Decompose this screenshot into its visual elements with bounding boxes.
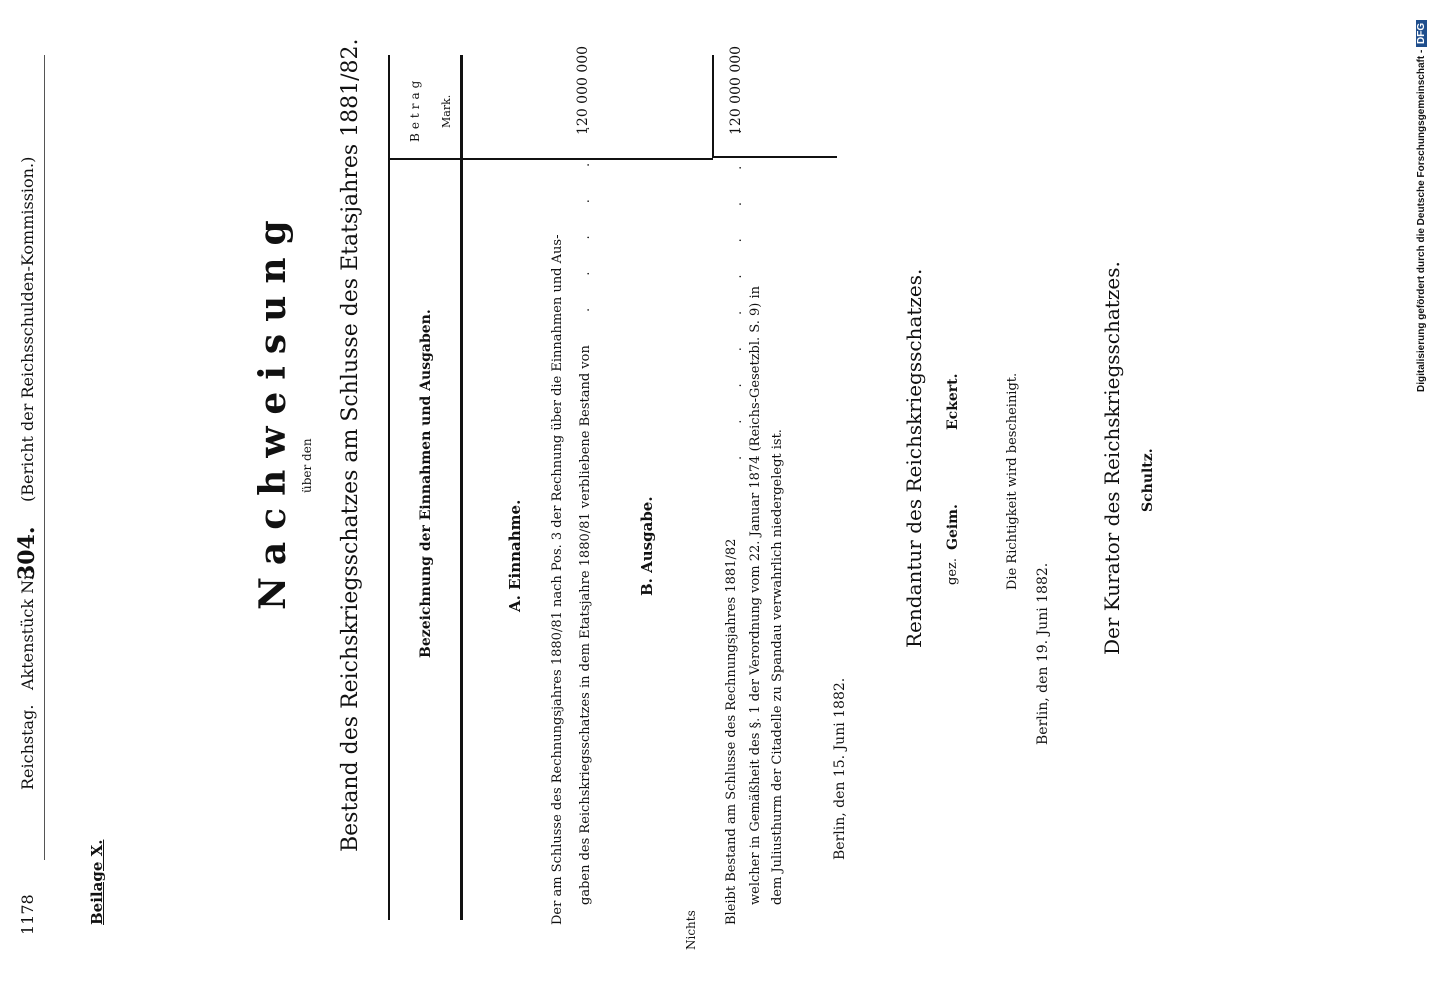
- table-column-divider-top: [388, 158, 713, 160]
- col-amount-header-1: Betrag: [408, 76, 422, 142]
- certification-text: Die Richtigkeit wird bescheinigt.: [1005, 372, 1020, 590]
- signature-office-2: Der Kurator des Reichskriegsschatzes.: [1100, 261, 1124, 655]
- appendix-label: Beilage X.: [88, 839, 106, 925]
- section-a-dots: . . . . . .: [578, 112, 593, 312]
- col-description-header: Bezeichnung der Einnahmen und Ausgaben.: [418, 309, 434, 658]
- document-subtitle: Bestand des Reichskriegsschatzes am Schlusse des Etatsjahres 1881/82.: [338, 38, 363, 852]
- balance-line3: dem Juliusthurm der Citadelle zu Spandau verwahrlich niedergelegt ist.: [770, 429, 785, 905]
- title-connector: über den: [300, 438, 314, 493]
- balance-line2: welcher in Gemäßheit des §. 1 der Verordnung vom 22. Januar 1874 (Reichs-Gesetzbl. S. 9) in: [748, 286, 763, 905]
- page-number: 1178: [18, 894, 37, 935]
- section-b-title: B. Ausgabe.: [638, 496, 656, 596]
- signature-name-1: Geim.: [945, 504, 961, 550]
- signature-office-1: Rendantur des Reichskriegsschatzes.: [902, 268, 926, 648]
- section-a-line2: gaben des Reichskriegsschatzes in dem Etatsjahre 1880/81 verbliebene Bestand von: [578, 345, 593, 905]
- certification-date: Berlin, den 19. Juni 1882.: [1035, 562, 1051, 745]
- signature-name-3: Schultz.: [1140, 448, 1156, 512]
- section-a-title: A. Einnahme.: [506, 499, 524, 612]
- balance-dots: . . . . . . . . . .: [730, 115, 745, 460]
- section-a-line1: Der am Schlusse des Rechnungsjahres 1880/81 nach Pos. 3 der Rechnung über die Einnahmen und Aus-: [550, 234, 565, 925]
- balance-amount: 120 000 000: [728, 45, 744, 135]
- dfg-logo: DFG: [1416, 20, 1427, 47]
- balance-amount-rule: [712, 55, 714, 158]
- date-left: Berlin, den 15. Juni 1882.: [832, 677, 848, 860]
- col-amount-header-2: Mark.: [440, 94, 453, 128]
- signature-prefix: gez.: [945, 558, 960, 585]
- section-b-value: Nichts: [684, 910, 698, 950]
- balance-line1: Bleibt Bestand am Schlusse des Rechnungsjahres 1881/82: [724, 538, 739, 925]
- table-header-border: [460, 55, 463, 920]
- funding-note: [1416, 20, 1427, 392]
- document-number: 304.: [14, 526, 40, 580]
- header-left: Reichstag.: [18, 704, 37, 790]
- section-a-amount: 120 000 000: [575, 45, 591, 135]
- header-center-suffix: (Bericht der Reichsschulden-Kommission.): [18, 156, 37, 502]
- header-rule: [44, 55, 45, 860]
- funding-note-text: Digitalisierung gefördert durch die Deutsche Forschungsgemeinschaft -: [1416, 49, 1427, 392]
- table-left-border: [388, 55, 390, 920]
- header-center-prefix: Aktenstück Nr.: [18, 568, 37, 690]
- signature-name-2: Eckert.: [945, 373, 961, 430]
- document-title: Nachweisung: [252, 208, 294, 610]
